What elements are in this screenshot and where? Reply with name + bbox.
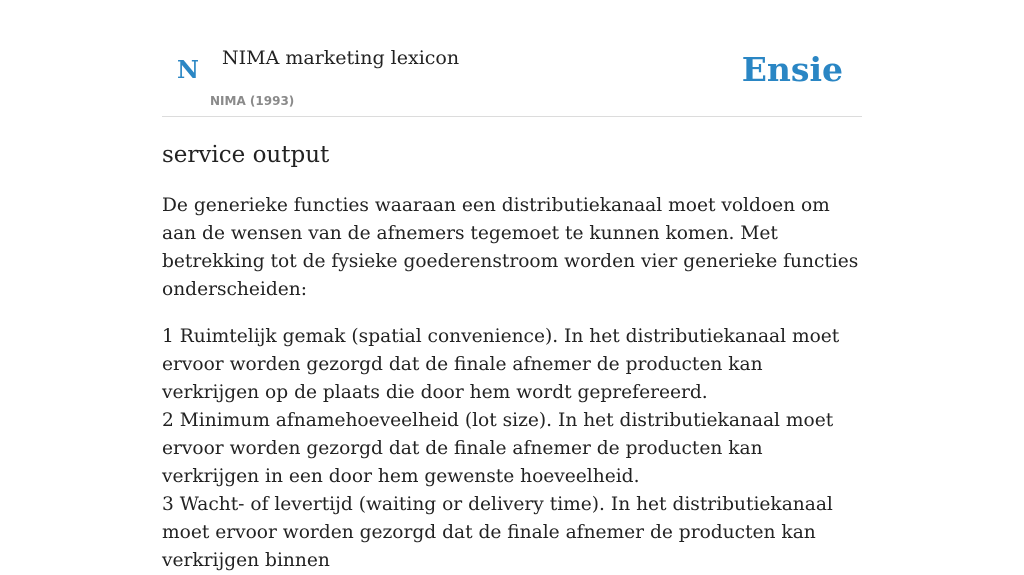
entry-term: service output <box>162 142 330 168</box>
entry-list-item: 3 Wacht- of levertijd (waiting or delivery time). In het distributiekanaal moet ervoor worden gezorgd dat de finale afnemer de producten kan verkrijgen binnen <box>162 494 833 571</box>
entry-body <box>162 192 864 575</box>
source-title-link[interactable]: NIMA marketing lexicon <box>222 47 460 69</box>
entry-intro: De generieke functies waaraan een distributiekanaal moet voldoen om aan de wensen van de afnemers tegemoet te kunnen komen. Met betrekking tot de fysieke goederenstroom worden vier generieke functies onderscheiden: <box>162 195 859 300</box>
entry-list-item: 1 Ruimtelijk gemak (spatial convenience). In het distributiekanaal moet ervoor worden gezorgd dat de finale afnemer de producten kan verkrijgen op de plaats die door hem wordt geprefereerd. <box>162 326 840 403</box>
source-meta: NIMA (1993) <box>210 94 295 108</box>
brand-logo[interactable]: Ensie <box>741 50 843 89</box>
source-header <box>162 0 862 117</box>
source-logo-letter: N <box>177 55 199 84</box>
entry-list-item: 2 Minimum afnamehoeveelheid (lot size). In het distributiekanaal moet ervoor worden gezorgd dat de finale afnemer de producten kan verkrijgen in een door hem gewenste hoeveelheid. <box>162 410 834 487</box>
